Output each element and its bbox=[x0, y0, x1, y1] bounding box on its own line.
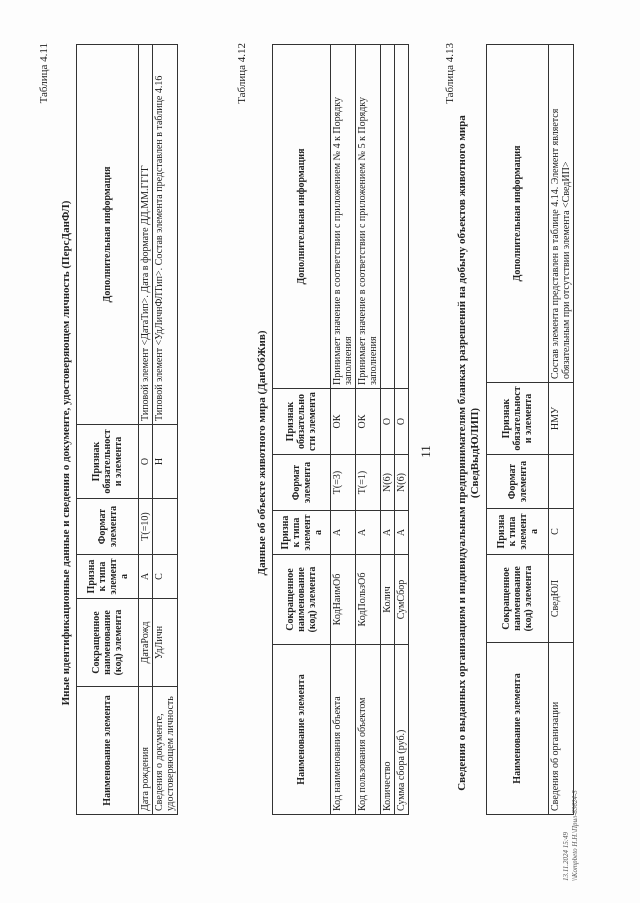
cell-type: А bbox=[139, 555, 153, 599]
header-required: Признак обязательности элемента bbox=[77, 425, 139, 499]
cell-required: О bbox=[395, 389, 409, 455]
table-row bbox=[331, 45, 356, 815]
cell-required: О bbox=[381, 389, 395, 455]
header-type: Признак типа элемента bbox=[77, 555, 139, 599]
header-info: Дополнительная информация bbox=[77, 45, 139, 425]
cell-format: Т(=1) bbox=[356, 455, 381, 511]
cell-format: N(6) bbox=[381, 455, 395, 511]
cell-name: Код наименования объекта bbox=[331, 645, 356, 815]
header-name: Наименование элемента bbox=[487, 643, 549, 815]
table-4-13 bbox=[486, 44, 574, 815]
cell-type: А bbox=[381, 511, 395, 555]
cell-name: Сведения об организации bbox=[549, 643, 574, 815]
cell-type: А bbox=[331, 511, 356, 555]
cell-format: Т(=10) bbox=[139, 499, 153, 555]
table-row bbox=[395, 45, 409, 815]
table-caption-4-13 bbox=[456, 53, 482, 853]
cell-type: А bbox=[395, 511, 409, 555]
caption-line-1: Сведения о выданных организациям и индивидуальным предпринимателям бланках разрешений на добычу объектов животного мира bbox=[456, 115, 468, 791]
table-caption-4-12: Данные об объекте животного мира (ДанОбЖив) bbox=[256, 330, 268, 576]
table-header-row bbox=[77, 45, 139, 815]
header-type: Признак типа элемента bbox=[487, 509, 549, 555]
cell-required: О bbox=[139, 425, 153, 499]
cell-format bbox=[153, 499, 178, 555]
table-number-4-12: Таблица 4.12 bbox=[236, 43, 248, 104]
cell-name: Количество bbox=[381, 645, 395, 815]
cell-info: Принимает значение в соответствии с приложением № 5 к Порядку заполнения bbox=[356, 45, 381, 389]
table-row bbox=[139, 45, 153, 815]
cell-type: А bbox=[356, 511, 381, 555]
cell-code: СумСбор bbox=[395, 555, 409, 645]
cell-code: Колич bbox=[381, 555, 395, 645]
cell-type: С bbox=[549, 509, 574, 555]
cell-info bbox=[381, 45, 395, 389]
table-row bbox=[153, 45, 178, 815]
cell-format bbox=[549, 455, 574, 509]
header-code: Сокращенное наименование (код) элемента bbox=[487, 555, 549, 643]
header-format: Формат элемента bbox=[273, 455, 331, 511]
header-format: Формат элемента bbox=[487, 455, 549, 509]
cell-code: КодНаимОб bbox=[331, 555, 356, 645]
table-number-4-11: Таблица 4.11 bbox=[38, 43, 50, 104]
header-code: Сокращенное наименование (код) элемента bbox=[273, 555, 331, 645]
cell-info: Принимает значение в соответствии с приложением № 4 к Порядку заполнения bbox=[331, 45, 356, 389]
table-4-11 bbox=[76, 44, 178, 815]
table-4-12 bbox=[272, 44, 409, 815]
cell-info: Типовой элемент <ДатаТип>. Дата в формате ДД.ММ.ГГГГ bbox=[139, 45, 153, 425]
table-row bbox=[381, 45, 395, 815]
header-info: Дополнительная информация bbox=[487, 45, 549, 383]
header-name: Наименование элемента bbox=[77, 687, 139, 815]
cell-code: КодПользОб bbox=[356, 555, 381, 645]
print-stamp bbox=[562, 681, 580, 881]
cell-name: Сведения о документе, удостоверяющем личность bbox=[153, 687, 178, 815]
cell-info bbox=[395, 45, 409, 389]
cell-name: Дата рождения bbox=[139, 687, 153, 815]
cell-format: N(6) bbox=[395, 455, 409, 511]
header-type: Признак типа элемента bbox=[273, 511, 331, 555]
page-number: 11 bbox=[418, 445, 433, 458]
cell-name: Код пользования объектом bbox=[356, 645, 381, 815]
header-format: Формат элемента bbox=[77, 499, 139, 555]
stamp-date: 13.11.2024 15:49 bbox=[562, 831, 570, 881]
table-header-row bbox=[487, 45, 549, 815]
header-code: Сокращенное наименование (код) элемента bbox=[77, 599, 139, 687]
cell-required: НМУ bbox=[549, 383, 574, 455]
table-number-4-13: Таблица 4.13 bbox=[444, 43, 456, 104]
table-row bbox=[356, 45, 381, 815]
caption-line-2: (СведВыдЮЛИП) bbox=[469, 407, 481, 499]
cell-required: Н bbox=[153, 425, 178, 499]
stamp-path: \\Kompbeto Н.Н.\Прил-83624-3 bbox=[571, 790, 579, 881]
cell-name: Сумма сбора (руб.) bbox=[395, 645, 409, 815]
header-info: Дополнительная информация bbox=[273, 45, 331, 389]
cell-type: С bbox=[153, 555, 178, 599]
cell-code: ДатаРожд bbox=[139, 599, 153, 687]
cell-code: СведЮЛ bbox=[549, 555, 574, 643]
cell-info: Типовой элемент <УдЛичнФЛТип>. Состав элемента представлен в таблице 4.16 bbox=[153, 45, 178, 425]
table-header-row bbox=[273, 45, 331, 815]
table-caption-4-11: Иные идентификационные данные и сведения о документе, удостоверяющем личность (ПерсДанФЛ) bbox=[60, 200, 72, 706]
cell-format: Т(=3) bbox=[331, 455, 356, 511]
header-required: Признак обязательности элемента bbox=[273, 389, 331, 455]
cell-required: ОК bbox=[331, 389, 356, 455]
cell-required: ОК bbox=[356, 389, 381, 455]
header-required: Признак обязательности элемента bbox=[487, 383, 549, 455]
header-name: Наименование элемента bbox=[273, 645, 331, 815]
cell-info: Состав элемента представлен в таблице 4.14. Элемент является обязательным при отсутствии элемента <СведИП> bbox=[549, 45, 574, 383]
cell-code: УдЛичн bbox=[153, 599, 178, 687]
